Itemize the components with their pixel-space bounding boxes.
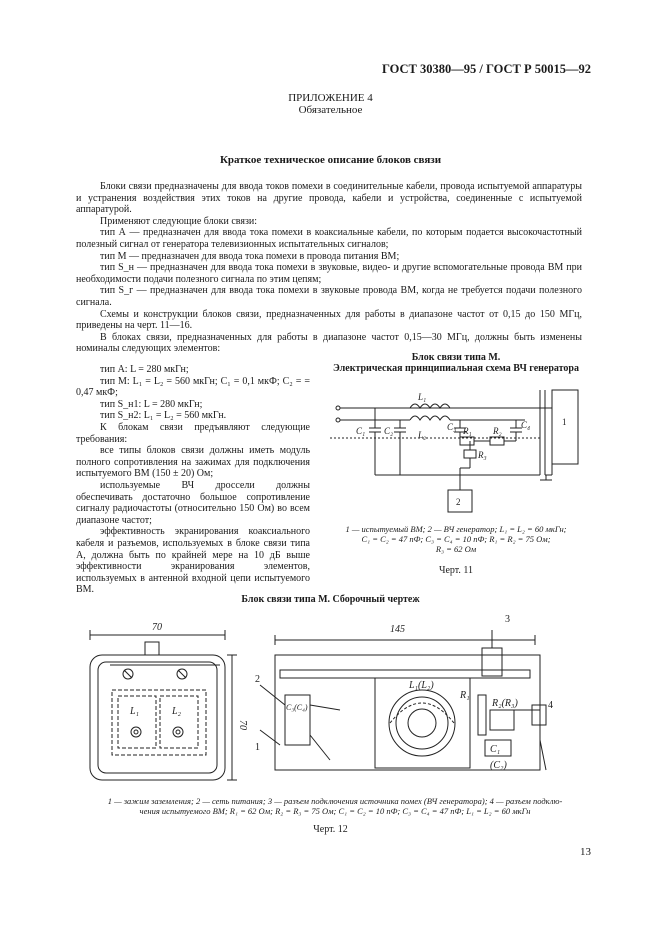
figure12-number: Черт. 12 xyxy=(313,824,348,835)
label-c3c4: C₃(C₄) xyxy=(286,703,308,712)
label-n1: 1 xyxy=(562,417,567,427)
paragraph: Блоки связи предназначены для ввода токов помехи в соединительные кабели, провода испытуемой аппаратуры и устранения воздействия этих токов на другие провода, кабели и устройства, соединенные с испытуемой аппаратурой. xyxy=(76,181,582,216)
paragraph: тип S_н1: L = 280 мкГн; xyxy=(100,398,203,410)
left-column-text xyxy=(76,364,310,596)
paragraph: тип М: L₁ = L₂ = 560 мкГн; C₁ = 0,1 мкФ; C₂ = = 0,47 мкФ; xyxy=(76,375,310,399)
label-C2: (C₂) xyxy=(490,760,507,771)
caption-line: 1 — зажим заземления; 2 — сеть питания; 3 — разъем подключения источника помех (ВЧ генератора); 4 — разъем подклю- xyxy=(107,796,563,806)
figure12-caption xyxy=(40,796,630,816)
label-C1: C₁ xyxy=(356,426,366,436)
label-L2: L₂ xyxy=(172,706,182,717)
figure11-caption xyxy=(316,524,596,554)
caption-line: C₁ = C₂ = 47 пФ; C₃ = C₄ = 10 пФ; R₁ = R₂ = 75 Ом; xyxy=(361,534,551,544)
figure11-title xyxy=(316,352,596,374)
paragraph: Схемы и конструкции блоков связи, предназначенных для работы в диапазоне частот от 0,15 до 150 МГц, приведены на черт. 11—16. xyxy=(76,308,582,332)
paragraph: Применяют следующие блоки связи: xyxy=(100,215,258,227)
label-L1: L₁ xyxy=(418,392,427,402)
document-header: ГОСТ 30380—95 / ГОСТ Р 50015—92 xyxy=(382,62,591,76)
paragraph: тип S_н2: L₁ = L₂ = 560 мкГн. xyxy=(100,410,227,422)
paragraph: тип М — предназначен для ввода тока помехи в провода питания ВМ; xyxy=(100,250,400,262)
caption-line: 1 — испытуемый ВМ; 2 — ВЧ генератор; L₁ = L₂ = 60 мкГн; xyxy=(345,524,567,534)
appendix-heading xyxy=(0,92,661,116)
appendix-title: ПРИЛОЖЕНИЕ 4 xyxy=(288,92,373,104)
paragraph: эффективность экранирования коаксиального кабеля и разъемов, используемых в блоке связи типа А, должна быть по крайней мере на 10 дБ выше эффективности экранирования элементов, используемых в антенной входной цепи испытуемого ВМ. xyxy=(76,526,310,596)
paragraph: тип S_г — предназначен для ввода тока помехи в звуковые провода ВМ, когда не требуется подачи полезного сигнала. xyxy=(76,285,582,308)
label-C2: C₂ xyxy=(384,426,394,436)
label-C1: C₁ xyxy=(490,744,501,755)
figure12-side-view xyxy=(250,610,560,785)
figure11-title-line1: Блок связи типа М. xyxy=(411,352,501,363)
body-text xyxy=(76,181,582,355)
page-number: 13 xyxy=(580,846,591,858)
callout-2: 2 xyxy=(255,674,260,685)
caption-line: R₃ = 62 Ом xyxy=(435,544,477,554)
dim-width-70: 70 xyxy=(152,622,162,633)
label-n2: 2 xyxy=(456,497,461,507)
label-R2: R₂ xyxy=(493,426,502,436)
label-L2: L₂ xyxy=(418,430,427,440)
paragraph: В блоках связи, предназначенных для работы в диапазоне частот 0,15—30 МГц, должны быть изменены номиналы следующих элементов: xyxy=(76,331,582,355)
callout-4: 4 xyxy=(548,700,553,711)
label-L1: L₁ xyxy=(130,706,140,717)
figure11-title-line2: Электрическая принципиальная схема ВЧ генератора xyxy=(333,363,579,374)
figure11-schematic xyxy=(320,380,590,515)
appendix-subtitle: Обязательное xyxy=(298,104,363,116)
figure12-title: Блок связи типа М. Сборочный чертеж xyxy=(241,594,420,605)
label-R1: R₁ xyxy=(460,690,470,701)
paragraph: К блокам связи предъявляют следующие требования: xyxy=(76,421,310,445)
label-R1: R₁ xyxy=(463,426,472,436)
dim-width-145: 145 xyxy=(390,624,405,635)
callout-1: 1 xyxy=(255,742,260,753)
label-C3: C₃ xyxy=(447,422,457,432)
figure11-number: Черт. 11 xyxy=(438,565,474,576)
label-R3: R₃ xyxy=(478,450,487,460)
paragraph: тип А — предназначен для ввода тока помехи в коаксиальные кабели, по которым подается высокочастотный полезный сигнал от генератора телевизионных испытательных сигналов; xyxy=(76,227,582,250)
caption-line: чения испытуемого ВМ; R₁ = 62 Ом; R₂ = R₃ = 75 Ом; C₁ = C₂ = 10 пФ; C₃ = C₄ = 47 пФ; L₁ = L₂ = 60 мкГн xyxy=(139,806,531,816)
paragraph: тип S_н — предназначен для ввода тока помехи в звуковые, видео- и другие вспомогательные провода ВМ при необходимости подачи полезного сигнала по этим цепям; xyxy=(76,262,582,285)
paragraph: все типы блоков связи должны иметь модуль полного сопротивления на зажимах для подключения испытуемого ВМ (150 ± 20) Ом; xyxy=(76,445,310,480)
label-C4: C₄ xyxy=(521,420,531,430)
label-coil: L₁(L₂) xyxy=(409,680,434,691)
label-R2R3: R₂(R₃) xyxy=(492,698,518,709)
callout-3: 3 xyxy=(505,614,510,625)
section-title: Краткое техническое описание блоков связи xyxy=(219,154,442,166)
dim-height-70: 70 xyxy=(237,720,248,730)
figure12-front-view xyxy=(70,610,260,785)
paragraph: тип А: L = 280 мкГн; xyxy=(100,364,189,375)
paragraph: используемые ВЧ дроссели должны обеспечивать достаточно большое сопротивление сигналу радиочастоты (относительно 150 Ом) во всем диапазоне частот; xyxy=(76,479,310,526)
